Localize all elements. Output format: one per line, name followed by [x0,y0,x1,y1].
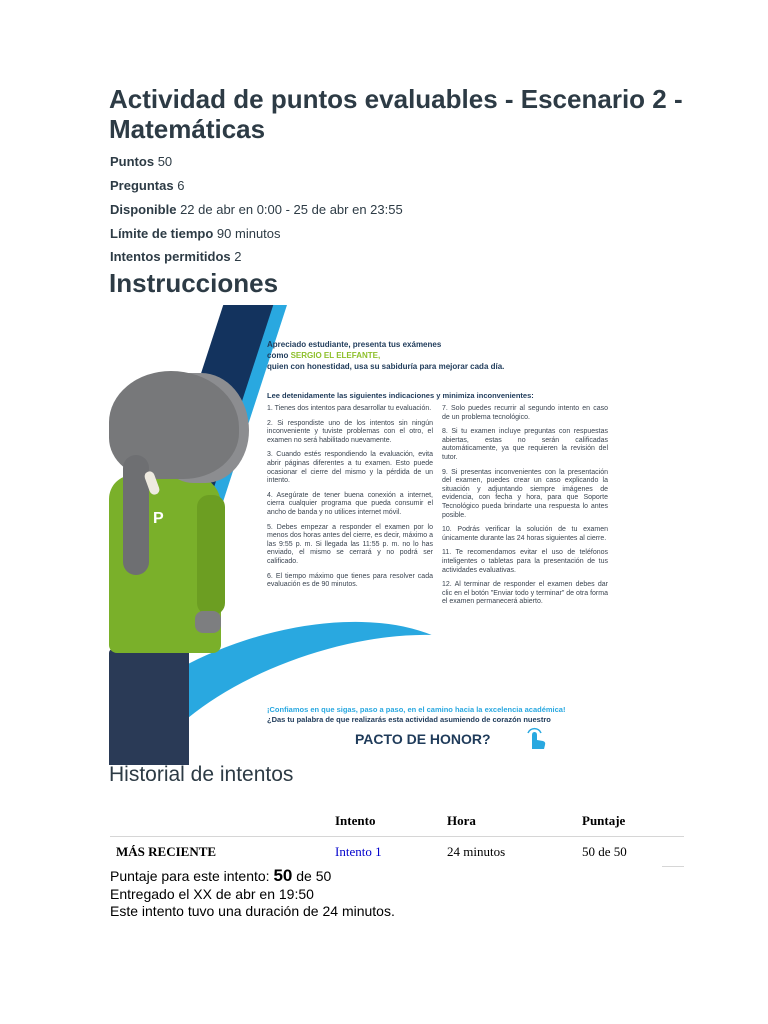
rule-item: 8. Si tu examen incluye preguntas con respuestas abiertas, estas no serán calificadas automáticamente, ya que requieren la revisión del tutor. [442,428,608,461]
column-header-time: Hora [447,813,476,828]
table-header-row [110,806,684,837]
meta-questions: Preguntas 6 [110,178,185,193]
attempts-table [110,806,684,867]
duration-line: Este intento tuvo una duración de 24 minutos. [110,903,395,919]
instructions-heading: Instrucciones [109,268,279,298]
rule-item: 9. Si presentas inconvenientes con la presentación del examen, puedes crear un caso explicando la situación y adjuntando siempre imágenes de evidencia, con fecha y hora, para que Soporte Tecnológico pueda brindarte una respuesta lo antes posible. [442,468,608,519]
rule-item: 10. Podrás verificar la solución de tu examen únicamente durante las 24 horas siguientes al cierre. [442,526,608,542]
rule-item: 12. Al terminar de responder el examen debes dar clic en el botón "Enviar todo y terminar" de otra forma el examen permanecerá abierto. [442,581,608,606]
banner-lead: Lee detenidamente las siguientes indicaciones y minimiza inconvenientes: [267,391,534,400]
meta-time-limit: Límite de tiempo 90 minutos [110,226,281,241]
attempt-score-line: Puntaje para este intento: 50 de 50 [110,866,332,885]
rule-item: 3. Cuando estés respondiendo la evaluación, evita abrir páginas diferentes a tu examen. Esto puede ocasionar el cierre del mismo y la pérdida de un intento. [267,451,433,485]
banner-rules-left [267,405,433,596]
attempt-score: 50 de 50 [576,837,684,868]
rule-item: 2. Si respondiste uno de los intentos sin ningún inconveniente y tuviste problemas con el otro, el examen no será habilitado nuevamente. [267,419,433,444]
column-header-score: Puntaje [582,813,626,828]
rule-item: 1. Tienes dos intentos para desarrollar tu evaluación. [267,405,432,412]
meta-attempts-allowed: Intentos permitidos 2 [110,249,242,264]
table-row [110,837,684,868]
banner-rules-right [442,405,608,613]
instructions-banner [109,305,615,765]
hoodie-logo: P [153,510,164,527]
meta-points: Puntos 50 [110,154,173,169]
column-header-attempt: Intento [335,813,376,828]
mascot-jeans [109,649,189,765]
attempt-link[interactable]: Intento 1 [335,844,382,859]
rule-item: 4. Asegúrate de tener buena conexión a internet, cierra cualquier programa que pueda consumir el ancho de banda y no utilices internet móvil. [267,491,433,516]
hand-tap-icon [523,727,549,751]
submitted-line: Entregado el XX de abr en 19:50 [110,886,314,902]
rule-item: 7. Solo puedes recurrir al segundo intento en caso de un problema tecnológico. [442,405,608,421]
attempt-time: 24 minutos [441,837,576,868]
column-header [110,806,329,837]
meta-available: Disponible 22 de abr en 0:00 - 25 de abr en 23:55 [110,202,403,217]
page-title: Actividad de puntos evaluables - Escenario 2 - Matemáticas [109,84,683,144]
banner-footer: ¡Confiamos en que sigas, paso a paso, en el camino hacia la excelencia académica! ¿Das tu palabra de que realizarás esta actividad asumiendo de corazón nuestro [267,705,566,724]
table-divider [662,866,684,867]
rule-item: 6. El tiempo máximo que tienes para resolver cada evaluación es de 90 minutos. [267,572,433,589]
rule-item: 11. Te recomendamos evitar el uso de teléfonos inteligentes o tabletas para la presentación de tus actividades evaluativas. [442,549,608,574]
mascot-arm [197,495,225,615]
history-heading: Historial de intentos [109,763,294,786]
rule-item: 5. Debes empezar a responder el examen por lo menos dos horas antes del cierre, es decir, máximo a las 9:55 p. m. Si llegada las 11:55 p. m. no lo has enviado, el mismo se cerrará y no podrá ser calificado. [267,523,433,565]
row-label: MÁS RECIENTE [110,837,329,868]
mascot-hand [195,611,221,633]
pacto-de-honor: PACTO DE HONOR? [355,731,491,747]
banner-intro: Apreciado estudiante, presenta tus exámenes como SERGIO EL ELEFANTE, quien con honestidad, usa su sabiduría para mejorar cada día. [267,340,505,371]
